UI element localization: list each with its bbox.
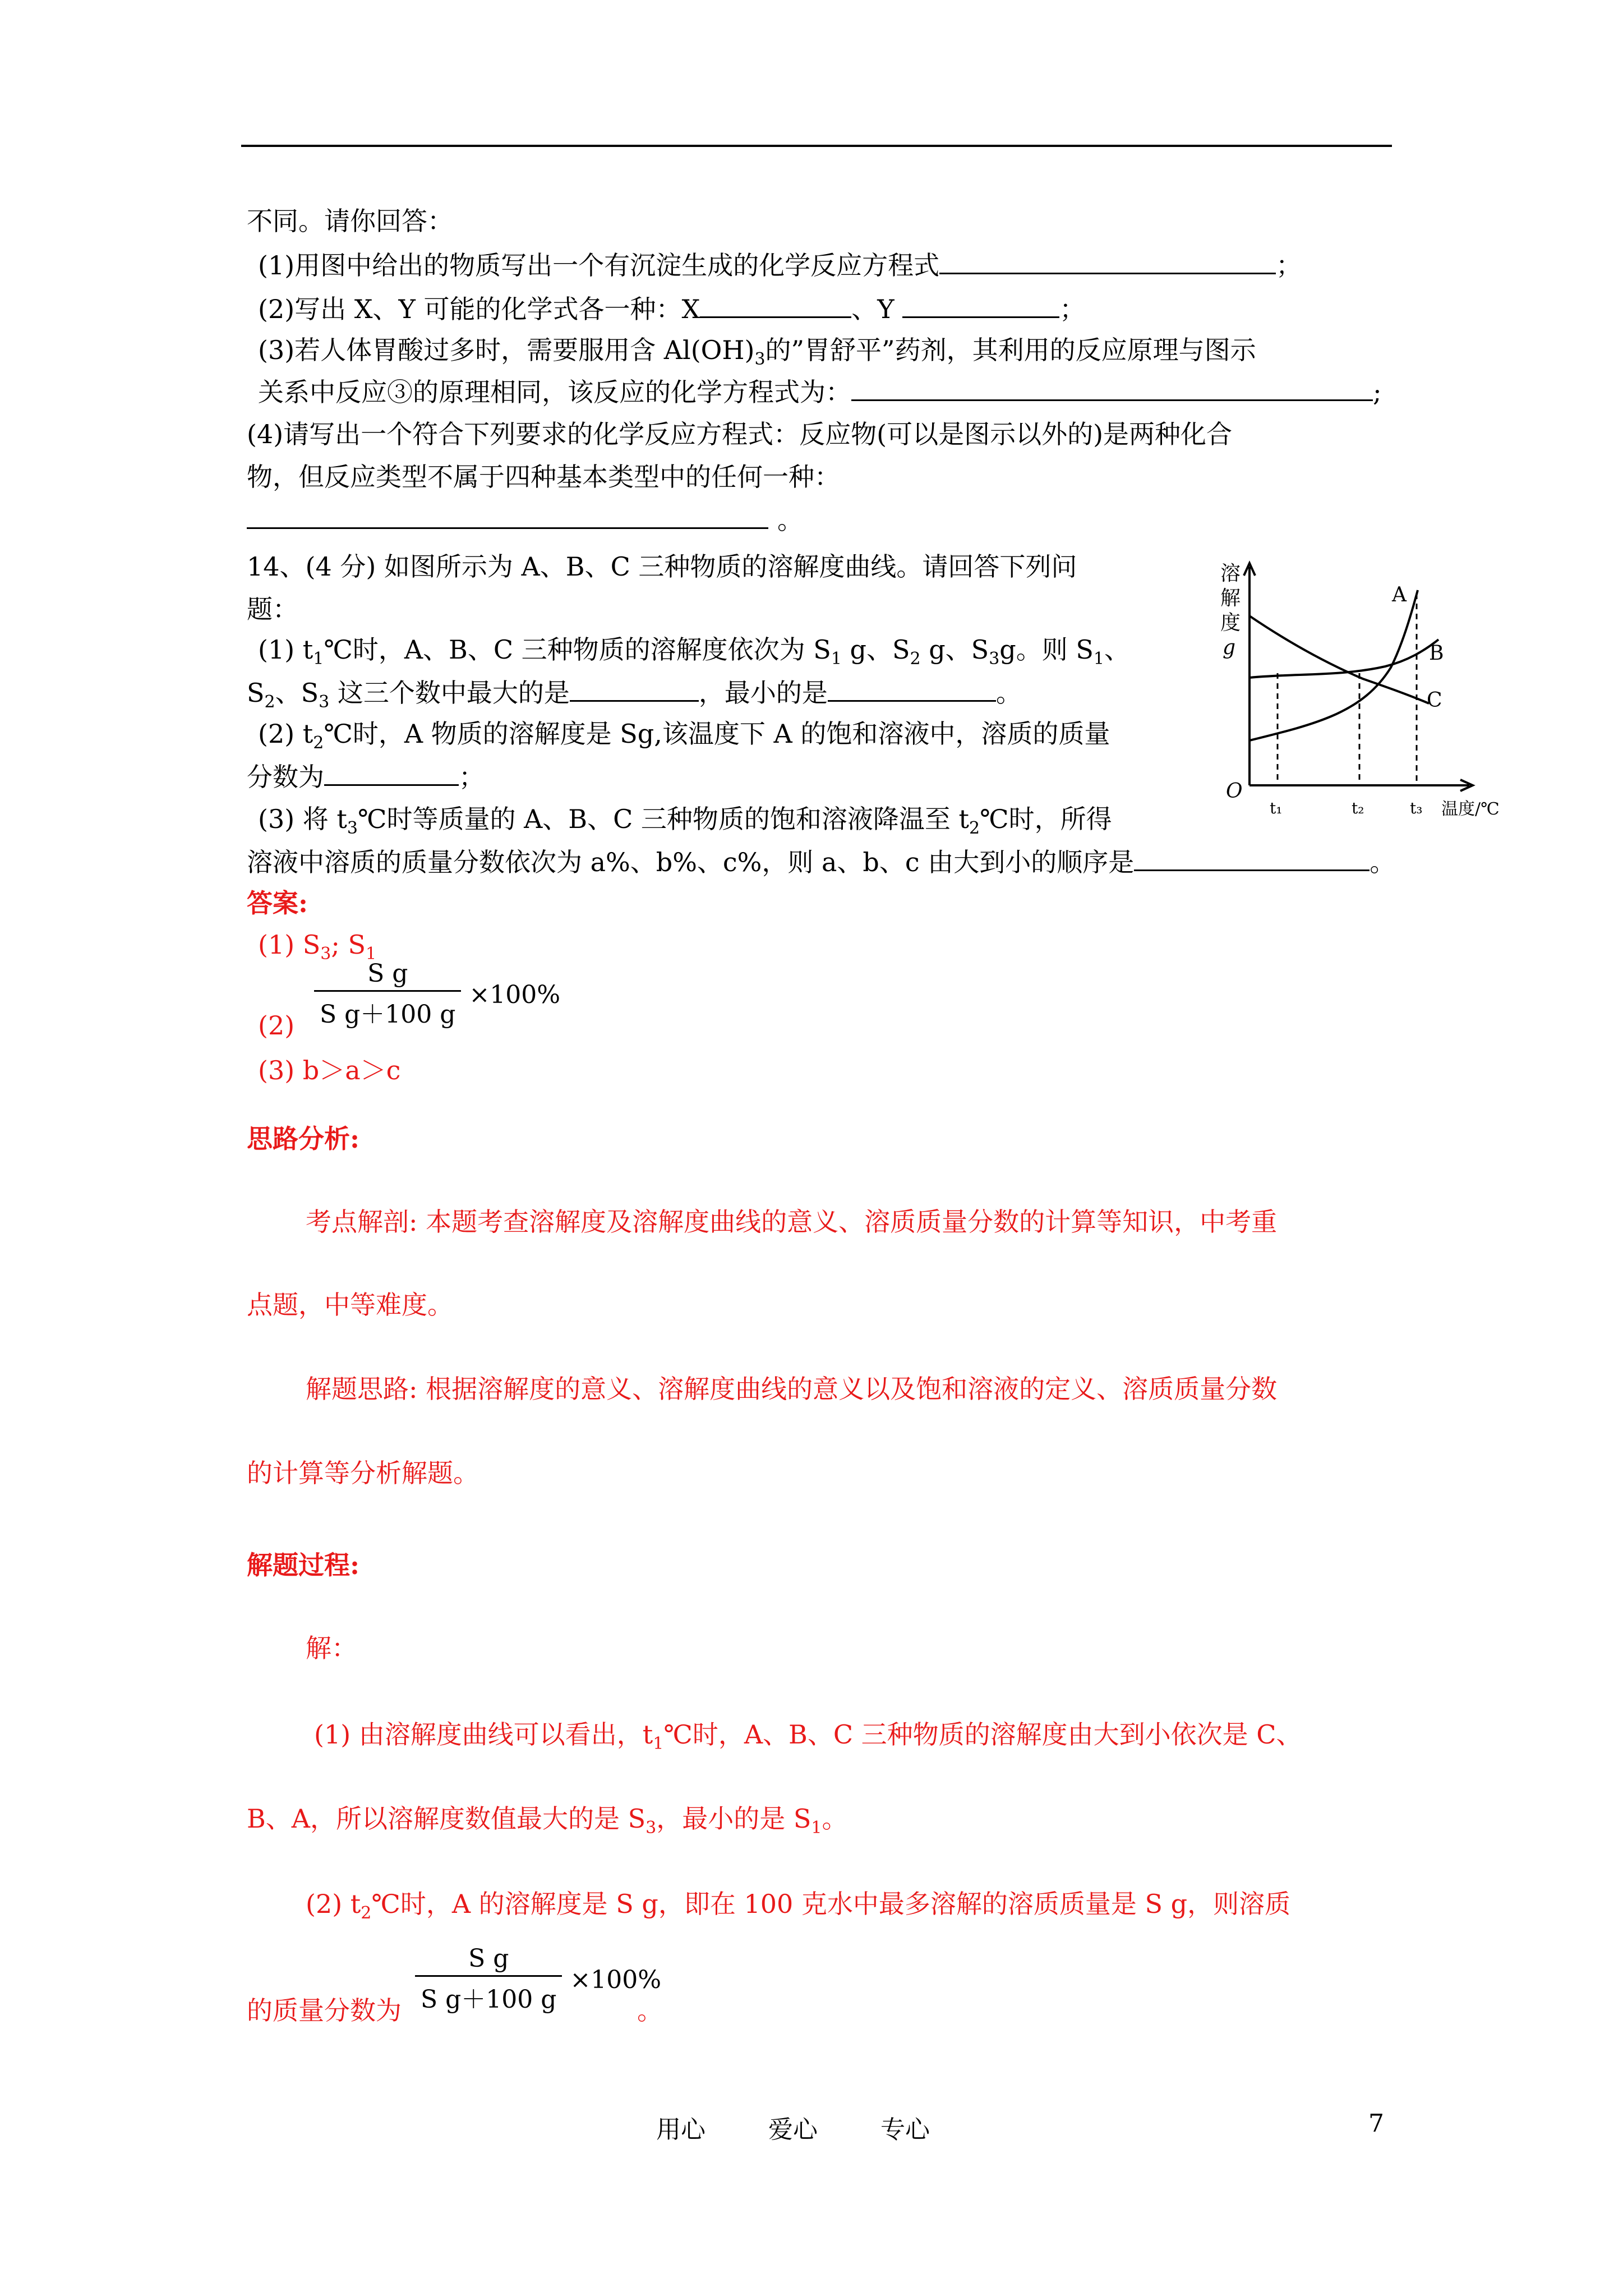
answer-blank bbox=[828, 674, 996, 702]
question-14-part1-cont: $S_2$、$S_3$ 这三个数中最大的是 ，最小的是 。 bbox=[247, 674, 1022, 711]
tick-t3: t₃ bbox=[1410, 799, 1423, 817]
origin-label: O bbox=[1226, 780, 1243, 803]
y-axis-label-char: g bbox=[1223, 636, 1236, 659]
fraction-numerator: S g bbox=[468, 1944, 509, 1973]
answer-blank bbox=[570, 674, 699, 702]
tick-t2: t₂ bbox=[1352, 799, 1364, 817]
curve-c bbox=[1249, 616, 1429, 703]
y-axis-label-char: 解 bbox=[1220, 587, 1241, 610]
tick-t1: t₁ bbox=[1270, 799, 1283, 817]
y-axis-label-char: 溶 bbox=[1220, 562, 1241, 585]
analysis-para-1-cont: 点题，中等难度。 bbox=[247, 1290, 453, 1320]
answer-2-fraction bbox=[314, 959, 560, 1030]
text-line: (4)请写出一个符合下列要求的化学反应方程式：反应物(可以是图示以外的)是两种化合 bbox=[247, 419, 1233, 449]
text-line: 物，但反应类型不属于四种基本类型中的任何一种： bbox=[247, 462, 840, 492]
process-fraction bbox=[415, 1944, 661, 2015]
y-axis-label-char: 度 bbox=[1220, 611, 1241, 634]
answer-blank bbox=[324, 758, 459, 786]
text-line: 题： bbox=[247, 594, 298, 624]
answer-heading: 答案: bbox=[247, 888, 308, 918]
question-14-part3-cont: 溶液中溶质的质量分数依次为 a%、b%、c%，则 a、b、c 由大到小的顺序是 。 bbox=[247, 844, 1395, 880]
footer-right: 专心 bbox=[880, 2115, 930, 2144]
text-line: 。 bbox=[247, 501, 803, 538]
fraction-denominator: S g＋100 g bbox=[415, 1975, 562, 2015]
process-para-2: (2) $t_2℃$时，A 的溶解度是 S g，即在 100 克水中最多溶解的溶质质量是 S g，则溶质 bbox=[306, 1889, 1291, 1923]
process-heading: 解题过程: bbox=[247, 1550, 359, 1580]
answer-1: (1) $S_3$; $S_1$ bbox=[258, 930, 377, 964]
answer-blank bbox=[939, 247, 1276, 274]
analysis-heading: 思路分析: bbox=[247, 1124, 359, 1154]
answer-blank bbox=[247, 501, 768, 529]
header-rule bbox=[241, 145, 1392, 147]
answer-blank bbox=[851, 374, 1373, 401]
answer-3: (3) b＞a＞c bbox=[258, 1055, 401, 1085]
curve-b bbox=[1249, 639, 1438, 678]
solubility-curve-figure bbox=[1217, 555, 1531, 819]
curve-label-a: A bbox=[1392, 583, 1407, 606]
text-line: 关系中反应③的原理相同，该反应的化学方程式为： ; bbox=[258, 374, 1382, 410]
x-axis-label: 温度/℃ bbox=[1441, 799, 1500, 819]
analysis-para-2-cont: 的计算等分析解题。 bbox=[247, 1458, 479, 1488]
answer-blank bbox=[1134, 844, 1370, 871]
fraction-multiplier: ×100% bbox=[469, 980, 561, 1009]
answer-blank bbox=[700, 291, 851, 318]
process-para-2-cont: 的质量分数为 。 bbox=[247, 1995, 663, 2026]
curve-label-c: C bbox=[1427, 689, 1442, 712]
curve-label-b: B bbox=[1429, 642, 1444, 665]
footer-middle: 爱心 bbox=[768, 2115, 818, 2144]
process-para-1-cont: B、A，所以溶解度数值最大的是 $S_3$，最小的是 $S_1$。 bbox=[247, 1803, 848, 1838]
analysis-para-1: 考点解剖: 本题考查溶解度及溶解度曲线的意义、溶质质量分数的计算等知识，中考重 bbox=[306, 1207, 1278, 1237]
fraction-denominator: S g＋100 g bbox=[314, 990, 461, 1030]
question-14-part2-cont: 分数为 ； bbox=[247, 758, 485, 795]
analysis-para-2: 解题思路: 根据溶解度的意义、溶解度曲线的意义以及饱和溶液的定义、溶质质量分数 bbox=[306, 1374, 1278, 1404]
fraction-multiplier: ×100% bbox=[570, 1965, 662, 1994]
process-para-1: (1) 由溶解度曲线可以看出，$t_1℃$时，A、B、C 三种物质的溶解度由大到小依次是 C、 bbox=[314, 1719, 1302, 1754]
fraction-numerator: S g bbox=[367, 959, 408, 988]
answer-blank bbox=[902, 291, 1059, 318]
text-line: (1)用图中给出的物质写出一个有沉淀生成的化学反应方程式 ； bbox=[258, 247, 1302, 283]
page-number: 7 bbox=[1368, 2109, 1384, 2138]
question-14-part1: (1) $t_1℃$时，A、B、C 三种物质的溶解度依次为 $S_1$ g、$S_2$ g、$S_3g$。则 $S_1$、 bbox=[258, 634, 1130, 669]
footer-left: 用心 bbox=[656, 2115, 706, 2144]
question-14-part3: (3) 将 $t_3℃$时等质量的 A、B、C 三种物质的饱和溶液降温至 $t_2℃$时，所得 bbox=[258, 804, 1112, 838]
text-line: (3)若人体胃酸过多时，需要服用含 $Al(OH)_3$的”胃舒平”药剂，其利用的反应原理与图示 bbox=[258, 335, 1256, 369]
question-14-title: 14、(4 分) 如图所示为 A、B、C 三种物质的溶解度曲线。请回答下列问 bbox=[247, 551, 1077, 582]
answer-2-label: (2) bbox=[258, 1010, 295, 1041]
question-14-part2: (2) $t_2℃$时，A 物质的溶解度是 Sg,该温度下 A 的饱和溶液中，溶质的质量 bbox=[258, 719, 1110, 753]
text-line: (2)写出 X、Y 可能的化学式各一种：X 、Y ； bbox=[258, 291, 1085, 327]
process-intro: 解： bbox=[306, 1633, 357, 1663]
text-line: 不同。请你回答： bbox=[247, 206, 453, 236]
